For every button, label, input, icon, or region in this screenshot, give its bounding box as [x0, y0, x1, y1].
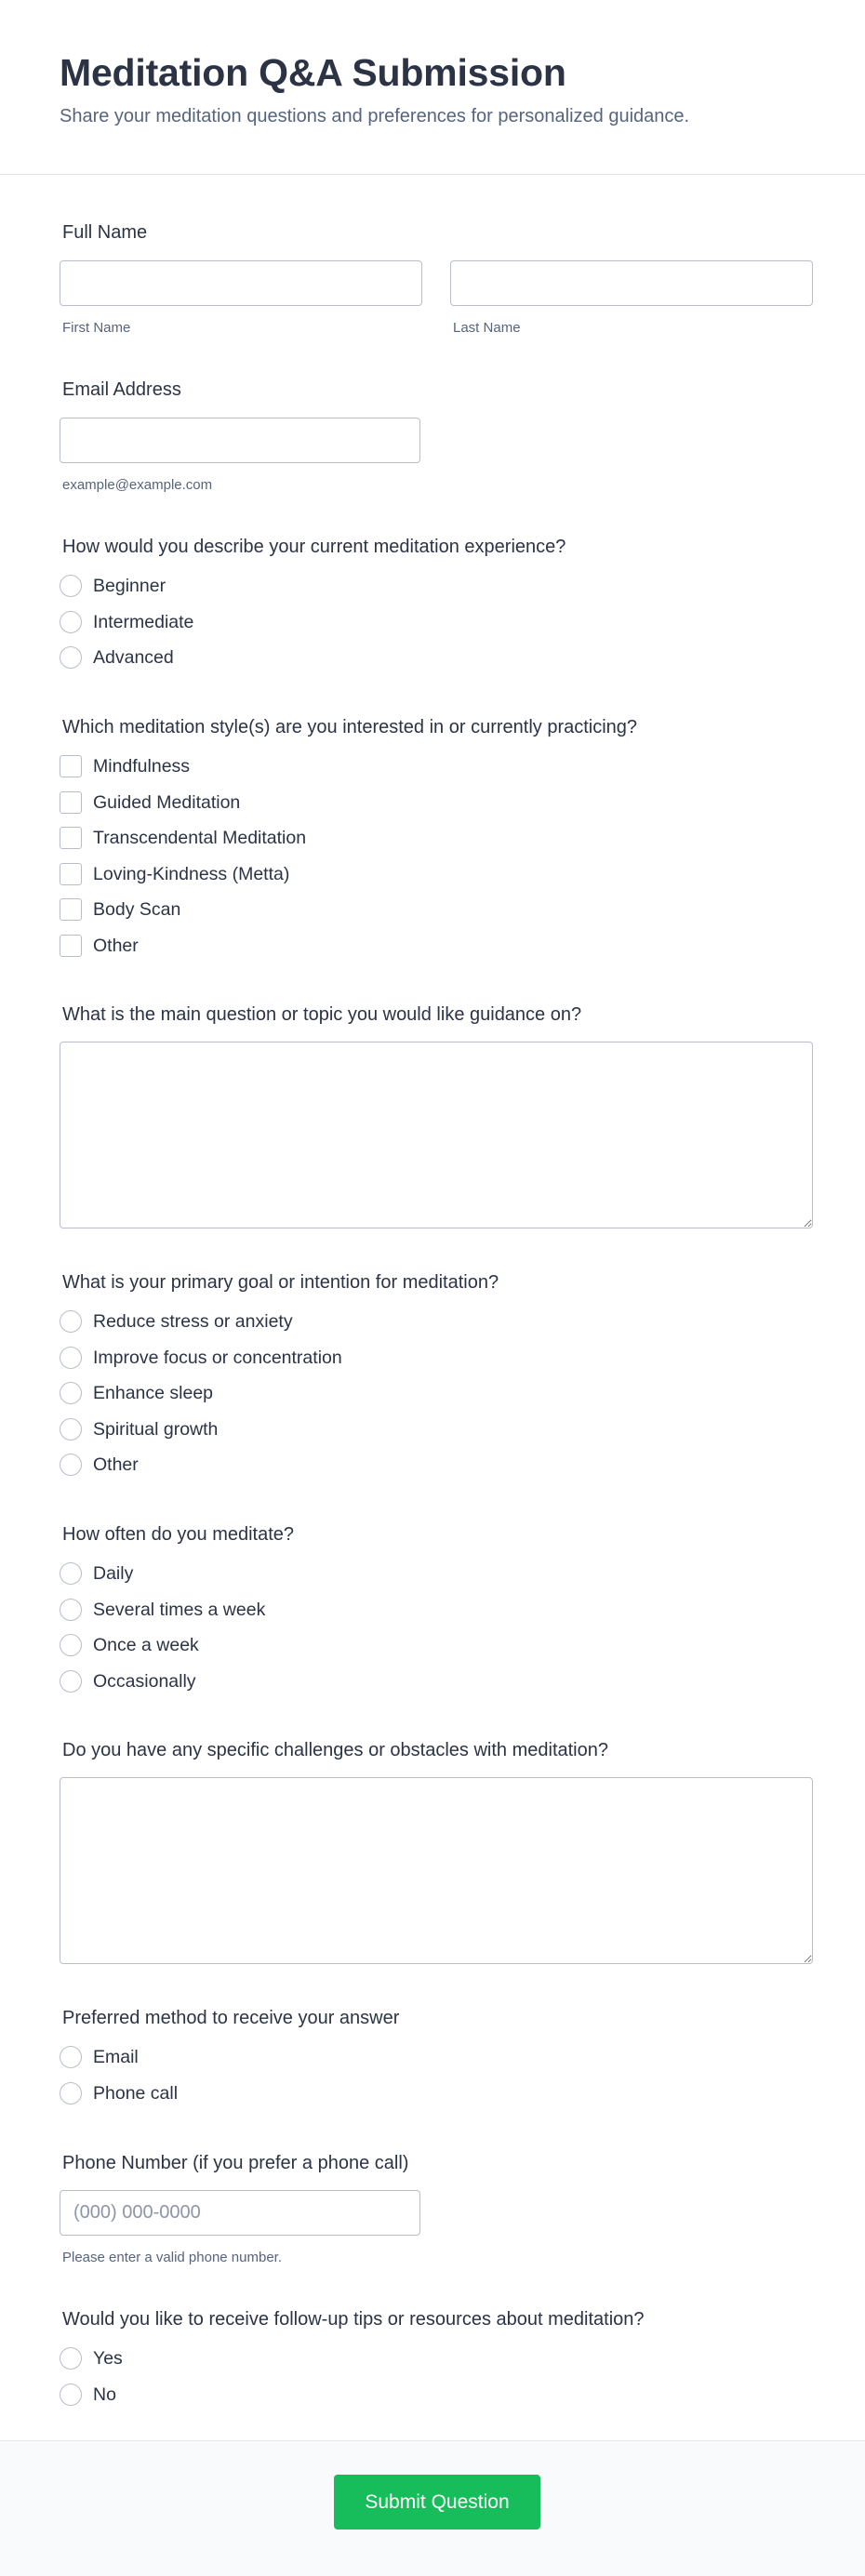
goal-option-focus[interactable] [60, 1340, 342, 1376]
option-label: Advanced [93, 647, 174, 669]
radio-button[interactable] [60, 2383, 82, 2406]
option-label: Spiritual growth [93, 1418, 219, 1440]
radio-button[interactable] [60, 646, 82, 669]
experience-option-beginner[interactable] [60, 568, 193, 604]
option-label: Other [93, 1454, 139, 1476]
radio-button[interactable] [60, 1382, 82, 1404]
answer-method-option-phone[interactable] [60, 2076, 178, 2112]
radio-button[interactable] [60, 1347, 82, 1369]
challenges-label: Do you have any specific challenges or obstacles with meditation? [62, 1740, 608, 1760]
submit-button[interactable]: Submit Question [334, 2475, 540, 2530]
radio-button[interactable] [60, 1599, 82, 1621]
option-label: Beginner [93, 576, 166, 597]
follow-up-option-yes[interactable] [60, 2341, 123, 2377]
option-label: Email [93, 2047, 139, 2068]
email-label: Email Address [62, 379, 181, 400]
option-label: Phone call [93, 2082, 179, 2104]
experience-options [60, 568, 193, 676]
radio-button[interactable] [60, 1418, 82, 1441]
checkbox[interactable] [60, 863, 82, 885]
goal-label: What is your primary goal or intention for meditation? [62, 1272, 499, 1293]
main-question-textarea[interactable] [60, 1042, 813, 1228]
styles-label: Which meditation style(s) are you interested in or currently practicing? [62, 717, 638, 737]
radio-button[interactable] [60, 1634, 82, 1656]
checkbox[interactable] [60, 827, 82, 849]
follow-up-label: Would you like to receive follow-up tips or resources about meditation? [62, 2309, 645, 2330]
option-label: Improve focus or concentration [93, 1347, 342, 1368]
last-name-sublabel: Last Name [453, 320, 521, 336]
answer-method-options [60, 2039, 178, 2111]
radio-button[interactable] [60, 575, 82, 597]
frequency-options [60, 1556, 265, 1699]
answer-method-option-email[interactable] [60, 2039, 178, 2076]
first-name-input[interactable] [60, 260, 422, 306]
checkbox[interactable] [60, 935, 82, 957]
main-question-label: What is the main question or topic you would like guidance on? [62, 1004, 582, 1025]
option-label: Reduce stress or anxiety [93, 1311, 293, 1333]
frequency-option-several[interactable] [60, 1592, 265, 1628]
checkbox[interactable] [60, 791, 82, 814]
radio-button[interactable] [60, 611, 82, 633]
option-label: Transcendental Meditation [93, 828, 307, 849]
first-name-sublabel: First Name [62, 320, 131, 336]
form-footer [0, 2440, 865, 2576]
option-label: Several times a week [93, 1599, 266, 1620]
goal-option-spiritual[interactable] [60, 1412, 342, 1448]
option-label: Mindfulness [93, 756, 191, 777]
radio-button[interactable] [60, 1454, 82, 1476]
frequency-label: How often do you meditate? [62, 1524, 295, 1545]
frequency-option-daily[interactable] [60, 1556, 265, 1592]
phone-sublabel: Please enter a valid phone number. [62, 2250, 282, 2265]
option-label: Daily [93, 1563, 134, 1585]
follow-up-options [60, 2341, 123, 2412]
goal-options [60, 1304, 342, 1483]
email-input[interactable] [60, 418, 420, 463]
style-option-mindfulness[interactable] [60, 749, 306, 785]
form-title: Meditation Q&A Submission [60, 51, 566, 94]
style-option-other[interactable] [60, 928, 306, 964]
frequency-option-weekly[interactable] [60, 1627, 265, 1664]
option-label: Occasionally [93, 1670, 196, 1692]
option-label: Other [93, 935, 139, 956]
form-subtitle: Share your meditation questions and preferences for personalized guidance. [60, 106, 690, 126]
answer-method-label: Preferred method to receive your answer [62, 2008, 400, 2028]
frequency-option-occasionally[interactable] [60, 1664, 265, 1700]
style-option-loving-kindness[interactable] [60, 856, 306, 893]
goal-option-stress[interactable] [60, 1304, 342, 1340]
challenges-textarea[interactable] [60, 1777, 813, 1964]
radio-button[interactable] [60, 1310, 82, 1333]
experience-option-advanced[interactable] [60, 640, 193, 676]
checkbox[interactable] [60, 755, 82, 777]
radio-button[interactable] [60, 2046, 82, 2068]
goal-option-sleep[interactable] [60, 1375, 342, 1412]
experience-label: How would you describe your current meditation experience? [62, 537, 566, 557]
radio-button[interactable] [60, 1670, 82, 1693]
option-label: Yes [93, 2348, 123, 2370]
full-name-label: Full Name [62, 222, 148, 243]
form-header [0, 0, 865, 175]
option-label: No [93, 2383, 116, 2405]
option-label: Body Scan [93, 899, 181, 921]
checkbox[interactable] [60, 898, 82, 921]
style-option-guided[interactable] [60, 785, 306, 821]
follow-up-option-no[interactable] [60, 2377, 123, 2413]
option-label: Loving-Kindness (Metta) [93, 863, 290, 884]
radio-button[interactable] [60, 1562, 82, 1585]
phone-label: Phone Number (if you prefer a phone call) [62, 2153, 409, 2173]
style-option-transcendental[interactable] [60, 820, 306, 856]
radio-button[interactable] [60, 2347, 82, 2370]
style-option-body-scan[interactable] [60, 892, 306, 928]
email-sublabel: example@example.com [62, 477, 213, 493]
last-name-input[interactable] [450, 260, 813, 306]
option-label: Guided Meditation [93, 791, 241, 813]
option-label: Enhance sleep [93, 1383, 214, 1404]
experience-option-intermediate[interactable] [60, 604, 193, 641]
phone-input[interactable] [60, 2190, 420, 2236]
styles-options [60, 749, 306, 963]
goal-option-other[interactable] [60, 1447, 342, 1483]
option-label: Once a week [93, 1635, 199, 1656]
radio-button[interactable] [60, 2082, 82, 2105]
option-label: Intermediate [93, 611, 194, 632]
